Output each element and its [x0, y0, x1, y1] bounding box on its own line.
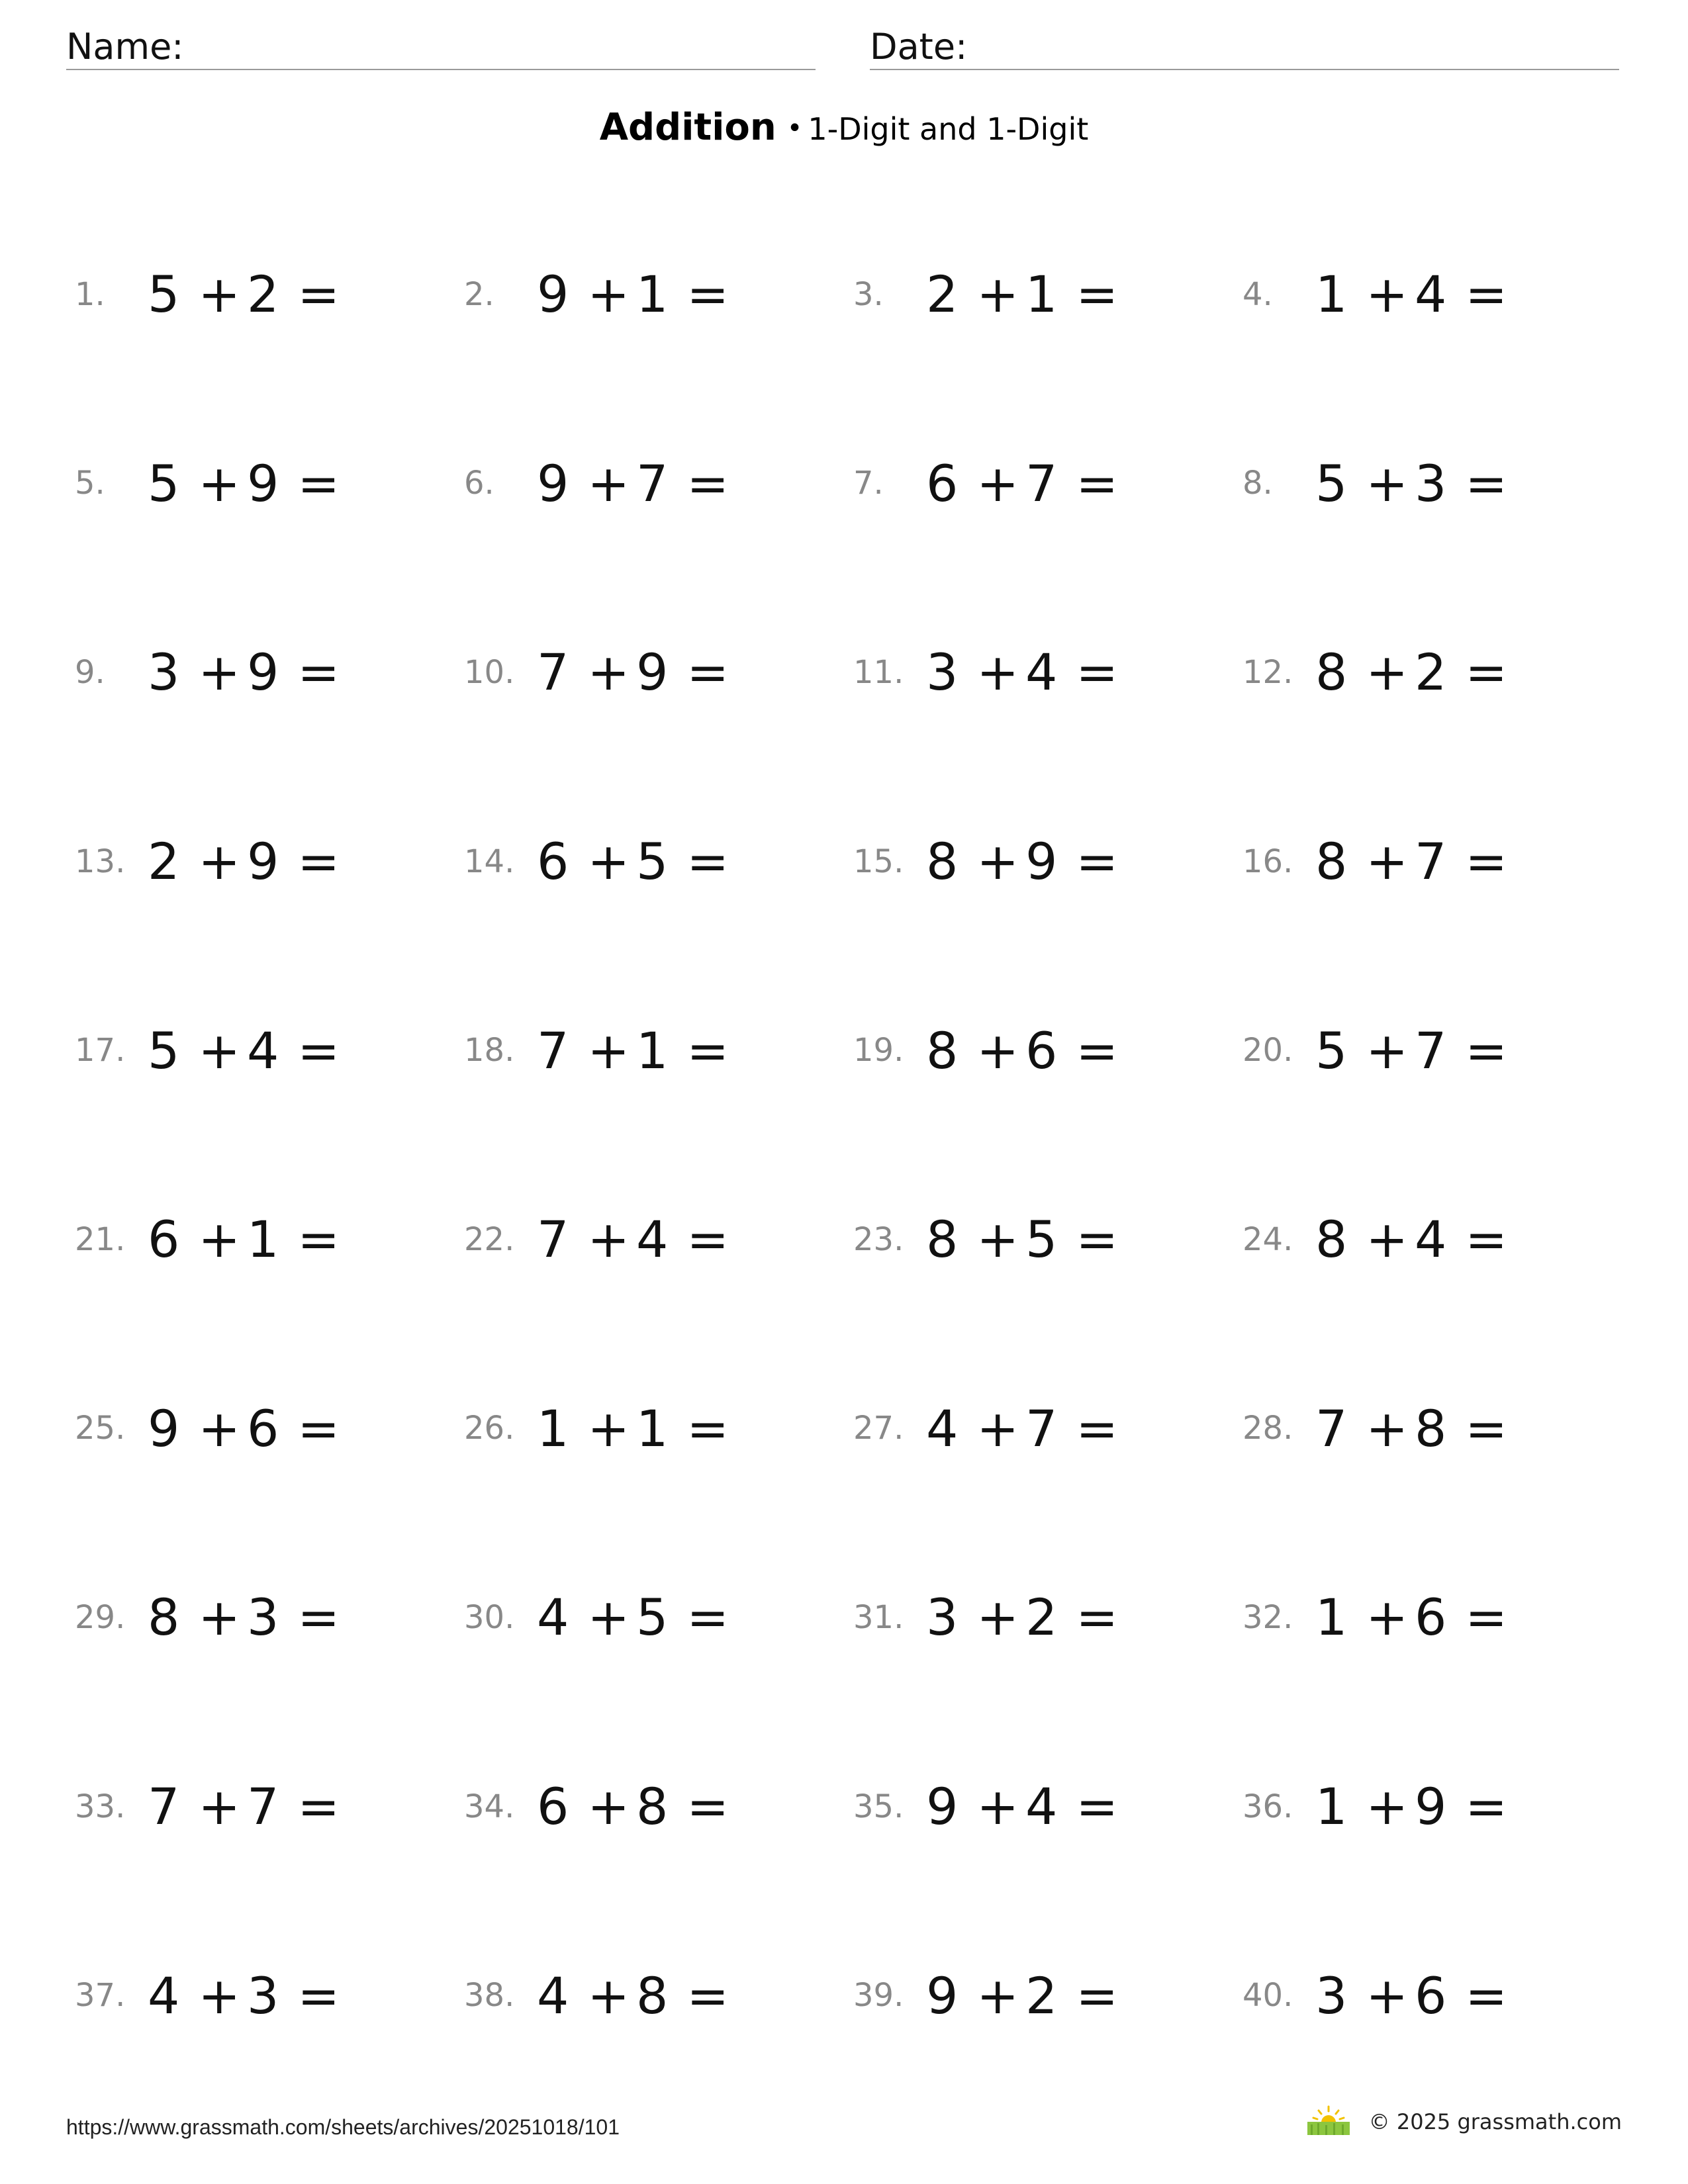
problem-item: [853, 767, 1243, 956]
addend-b: 5: [1025, 1210, 1058, 1269]
problem-item: [853, 1523, 1243, 1712]
problem-expression: [148, 1021, 340, 1080]
plus-sign: +: [1366, 643, 1409, 702]
addend-b: 9: [1025, 832, 1058, 891]
problem-item: [853, 389, 1243, 578]
plus-sign: +: [198, 1966, 241, 2025]
addend-a: 6: [537, 1777, 569, 1837]
plus-sign: +: [1366, 1777, 1409, 1837]
problem-expression: [148, 643, 340, 702]
problem-item: [75, 578, 464, 767]
addend-a: 9: [537, 265, 569, 324]
problem-expression: [148, 1399, 340, 1458]
plus-sign: +: [1366, 832, 1409, 891]
equals-sign: =: [297, 265, 340, 324]
problem-item: [75, 1334, 464, 1524]
problem-number: 22.: [464, 1220, 515, 1258]
equals-sign: =: [686, 1777, 729, 1837]
equals-sign: =: [1076, 643, 1119, 702]
equals-sign: =: [1465, 265, 1508, 324]
addend-b: 7: [1415, 832, 1447, 891]
addend-b: 2: [1025, 1966, 1058, 2025]
problem-item: [1243, 1334, 1630, 1524]
problem-expression: [148, 832, 340, 891]
problem-number: 39.: [853, 1977, 904, 2015]
addend-a: 5: [1315, 453, 1348, 513]
plus-sign: +: [587, 1777, 630, 1837]
equals-sign: =: [1465, 1398, 1508, 1458]
addend-b: 6: [247, 1398, 279, 1458]
problem-item: [1243, 578, 1630, 767]
problem-number: 10.: [464, 653, 515, 691]
addend-b: 4: [1025, 1777, 1058, 1837]
problem-item: [464, 1712, 853, 1901]
plus-sign: +: [198, 1210, 241, 1269]
problem-expression: [537, 1399, 729, 1458]
addend-b: 9: [636, 643, 669, 702]
addend-a: 5: [148, 453, 180, 513]
equals-sign: =: [1465, 453, 1508, 513]
problem-item: [464, 1334, 853, 1524]
problem-expression: [1315, 1966, 1507, 2025]
equals-sign: =: [1076, 453, 1119, 513]
equals-sign: =: [297, 832, 340, 891]
problem-item: [853, 1145, 1243, 1334]
equals-sign: =: [686, 1210, 729, 1269]
equals-sign: =: [1076, 1966, 1119, 2025]
problem-expression: [537, 265, 729, 324]
equals-sign: =: [686, 265, 729, 324]
problem-expression: [1315, 1588, 1507, 1647]
problem-item: [1243, 767, 1630, 956]
problem-expression: [1315, 643, 1507, 702]
name-label: Name:: [66, 26, 184, 68]
equals-sign: =: [297, 1021, 340, 1080]
problem-expression: [537, 454, 729, 513]
problem-item: [853, 1901, 1243, 2090]
equals-sign: =: [1076, 265, 1119, 324]
problem-grid: [75, 200, 1630, 2090]
addend-a: 3: [926, 1588, 959, 1647]
problem-expression: [926, 643, 1118, 702]
addend-b: 3: [247, 1966, 279, 2025]
problem-number: 18.: [464, 1032, 515, 1069]
addend-a: 7: [537, 1210, 569, 1269]
problem-expression: [926, 265, 1118, 324]
addend-b: 9: [247, 453, 279, 513]
problem-number: 2.: [464, 275, 494, 313]
worksheet-title: [0, 106, 1688, 149]
name-field[interactable]: [66, 25, 816, 70]
problem-item: [1243, 389, 1630, 578]
problem-number: 7.: [853, 465, 884, 502]
problem-expression: [148, 265, 340, 324]
problem-number: 23.: [853, 1220, 904, 1258]
plus-sign: +: [1366, 1021, 1409, 1080]
problem-number: 32.: [1243, 1598, 1293, 1636]
problem-item: [1243, 1145, 1630, 1334]
addend-a: 7: [148, 1777, 180, 1837]
problem-item: [464, 1145, 853, 1334]
equals-sign: =: [297, 1210, 340, 1269]
problem-number: 12.: [1243, 653, 1293, 691]
addend-a: 8: [926, 1021, 959, 1080]
addend-a: 4: [148, 1966, 180, 2025]
addend-a: 3: [148, 643, 180, 702]
addend-b: 8: [1415, 1398, 1447, 1458]
problem-expression: [1315, 1021, 1507, 1080]
problem-expression: [537, 1777, 729, 1836]
equals-sign: =: [686, 1398, 729, 1458]
equals-sign: =: [686, 1021, 729, 1080]
problem-number: 19.: [853, 1032, 904, 1069]
footer-url[interactable]: https://www.grassmath.com/sheets/archives/20251018/101: [66, 2115, 620, 2139]
plus-sign: +: [976, 1966, 1019, 2025]
equals-sign: =: [297, 1966, 340, 2025]
addend-b: 5: [636, 1588, 669, 1647]
problem-number: 30.: [464, 1598, 515, 1636]
addend-b: 6: [1415, 1588, 1447, 1647]
plus-sign: +: [976, 1021, 1019, 1080]
problem-number: 36.: [1243, 1788, 1293, 1825]
addend-b: 7: [636, 453, 669, 513]
addend-b: 4: [636, 1210, 669, 1269]
problem-number: 1.: [75, 275, 105, 313]
addend-b: 2: [247, 265, 279, 324]
addend-a: 5: [148, 265, 180, 324]
problem-expression: [1315, 1777, 1507, 1836]
problem-number: 14.: [464, 842, 515, 880]
date-field[interactable]: [870, 25, 1619, 70]
problem-expression: [926, 1777, 1118, 1836]
problem-number: 35.: [853, 1788, 904, 1825]
addend-b: 3: [1415, 453, 1447, 513]
equals-sign: =: [297, 1777, 340, 1837]
addend-a: 8: [1315, 832, 1348, 891]
problem-expression: [148, 1210, 340, 1269]
problem-number: 37.: [75, 1977, 126, 2015]
problem-expression: [926, 1399, 1118, 1458]
addend-b: 7: [1415, 1021, 1447, 1080]
addend-a: 8: [926, 832, 959, 891]
equals-sign: =: [1465, 1021, 1508, 1080]
addend-b: 3: [247, 1588, 279, 1647]
problem-item: [1243, 1712, 1630, 1901]
addend-a: 2: [148, 832, 180, 891]
plus-sign: +: [587, 1210, 630, 1269]
addend-b: 1: [636, 1398, 669, 1458]
problem-expression: [926, 1210, 1118, 1269]
addend-a: 1: [1315, 1588, 1348, 1647]
addend-b: 1: [636, 265, 669, 324]
equals-sign: =: [1465, 1777, 1508, 1837]
problem-item: [853, 1712, 1243, 1901]
plus-sign: +: [587, 1021, 630, 1080]
addend-b: 1: [636, 1021, 669, 1080]
addend-a: 2: [926, 265, 959, 324]
addend-a: 6: [148, 1210, 180, 1269]
problem-expression: [1315, 1210, 1507, 1269]
problem-expression: [537, 1021, 729, 1080]
problem-item: [853, 578, 1243, 767]
equals-sign: =: [1076, 1398, 1119, 1458]
plus-sign: +: [976, 832, 1019, 891]
plus-sign: +: [976, 1210, 1019, 1269]
equals-sign: =: [686, 832, 729, 891]
problem-expression: [1315, 454, 1507, 513]
addend-b: 4: [1415, 265, 1447, 324]
plus-sign: +: [976, 1398, 1019, 1458]
date-label: Date:: [870, 26, 968, 68]
problem-number: 28.: [1243, 1410, 1293, 1447]
problem-item: [464, 389, 853, 578]
plus-sign: +: [976, 643, 1019, 702]
problem-item: [464, 578, 853, 767]
problem-item: [75, 1712, 464, 1901]
plus-sign: +: [198, 643, 241, 702]
problem-number: 9.: [75, 653, 105, 691]
addend-a: 1: [537, 1398, 569, 1458]
addend-a: 8: [926, 1210, 959, 1269]
problem-number: 5.: [75, 465, 105, 502]
problem-number: 27.: [853, 1410, 904, 1447]
plus-sign: +: [198, 1777, 241, 1837]
equals-sign: =: [686, 453, 729, 513]
problem-number: 40.: [1243, 1977, 1293, 2015]
equals-sign: =: [1465, 643, 1508, 702]
plus-sign: +: [198, 1398, 241, 1458]
equals-sign: =: [686, 1966, 729, 2025]
problem-expression: [1315, 832, 1507, 891]
title-separator: •: [786, 113, 803, 144]
addend-a: 5: [1315, 1021, 1348, 1080]
problem-expression: [1315, 1399, 1507, 1458]
plus-sign: +: [198, 453, 241, 513]
problem-item: [1243, 1523, 1630, 1712]
title-main: Addition: [599, 106, 776, 149]
plus-sign: +: [976, 453, 1019, 513]
equals-sign: =: [1465, 1210, 1508, 1269]
equals-sign: =: [686, 1588, 729, 1647]
addend-b: 4: [1025, 643, 1058, 702]
problem-expression: [148, 454, 340, 513]
problem-item: [1243, 956, 1630, 1145]
addend-a: 1: [1315, 265, 1348, 324]
addend-a: 3: [1315, 1966, 1348, 2025]
problem-item: [75, 1145, 464, 1334]
problem-number: 21.: [75, 1220, 126, 1258]
plus-sign: +: [1366, 1588, 1409, 1647]
addend-a: 4: [537, 1588, 569, 1647]
addend-a: 9: [926, 1777, 959, 1837]
sun-over-grass-icon: [1305, 2105, 1352, 2139]
addend-a: 8: [1315, 643, 1348, 702]
problem-expression: [926, 1021, 1118, 1080]
addend-a: 8: [148, 1588, 180, 1647]
problem-item: [75, 1901, 464, 2090]
problem-expression: [537, 832, 729, 891]
equals-sign: =: [1465, 1588, 1508, 1647]
addend-a: 4: [926, 1398, 959, 1458]
problem-item: [1243, 1901, 1630, 2090]
problem-item: [464, 200, 853, 389]
plus-sign: +: [587, 1588, 630, 1647]
addend-a: 7: [1315, 1398, 1348, 1458]
equals-sign: =: [1465, 1966, 1508, 2025]
footer-brand: [1305, 2105, 1622, 2139]
equals-sign: =: [297, 1398, 340, 1458]
equals-sign: =: [1076, 1588, 1119, 1647]
plus-sign: +: [1366, 1966, 1409, 2025]
problem-number: 11.: [853, 653, 904, 691]
addend-a: 6: [926, 453, 959, 513]
problem-expression: [537, 1588, 729, 1647]
problem-item: [75, 767, 464, 956]
problem-number: 4.: [1243, 275, 1273, 313]
problem-item: [853, 1334, 1243, 1524]
plus-sign: +: [1366, 1398, 1409, 1458]
plus-sign: +: [198, 265, 241, 324]
problem-item: [75, 956, 464, 1145]
problem-item: [464, 767, 853, 956]
addend-b: 8: [636, 1777, 669, 1837]
addend-b: 7: [1025, 453, 1058, 513]
addend-a: 5: [148, 1021, 180, 1080]
plus-sign: +: [1366, 453, 1409, 513]
problem-number: 38.: [464, 1977, 515, 2015]
addend-a: 7: [537, 643, 569, 702]
problem-item: [75, 1523, 464, 1712]
problem-number: 15.: [853, 842, 904, 880]
problem-number: 20.: [1243, 1032, 1293, 1069]
footer-copyright: © 2025 grassmath.com: [1368, 2109, 1622, 2134]
equals-sign: =: [297, 1588, 340, 1647]
addend-b: 6: [1415, 1966, 1447, 2025]
problem-number: 3.: [853, 275, 884, 313]
addend-a: 1: [1315, 1777, 1348, 1837]
problem-expression: [926, 1588, 1118, 1647]
problem-number: 17.: [75, 1032, 126, 1069]
addend-b: 1: [1025, 265, 1058, 324]
addend-a: 9: [148, 1398, 180, 1458]
problem-number: 34.: [464, 1788, 515, 1825]
addend-a: 9: [926, 1966, 959, 2025]
addend-a: 4: [537, 1966, 569, 2025]
problem-item: [464, 956, 853, 1145]
problem-expression: [148, 1588, 340, 1647]
problem-number: 6.: [464, 465, 494, 502]
plus-sign: +: [587, 1398, 630, 1458]
equals-sign: =: [1076, 832, 1119, 891]
equals-sign: =: [1465, 832, 1508, 891]
plus-sign: +: [976, 1777, 1019, 1837]
plus-sign: +: [198, 832, 241, 891]
problem-expression: [148, 1966, 340, 2025]
addend-b: 4: [1415, 1210, 1447, 1269]
problem-number: 26.: [464, 1410, 515, 1447]
equals-sign: =: [297, 643, 340, 702]
addend-a: 3: [926, 643, 959, 702]
problem-number: 13.: [75, 842, 126, 880]
equals-sign: =: [686, 643, 729, 702]
problem-item: [75, 389, 464, 578]
problem-item: [464, 1901, 853, 2090]
problem-expression: [537, 1210, 729, 1269]
problem-item: [1243, 200, 1630, 389]
addend-b: 9: [1415, 1777, 1447, 1837]
problem-number: 25.: [75, 1410, 126, 1447]
problem-number: 29.: [75, 1598, 126, 1636]
plus-sign: +: [587, 832, 630, 891]
plus-sign: +: [976, 1588, 1019, 1647]
problem-number: 24.: [1243, 1220, 1293, 1258]
problem-item: [464, 1523, 853, 1712]
plus-sign: +: [587, 643, 630, 702]
plus-sign: +: [587, 265, 630, 324]
addend-b: 2: [1025, 1588, 1058, 1647]
problem-expression: [537, 1966, 729, 2025]
addend-b: 2: [1415, 643, 1447, 702]
equals-sign: =: [1076, 1021, 1119, 1080]
equals-sign: =: [1076, 1777, 1119, 1837]
addend-a: 6: [537, 832, 569, 891]
problem-number: 33.: [75, 1788, 126, 1825]
plus-sign: +: [587, 1966, 630, 2025]
addend-b: 6: [1025, 1021, 1058, 1080]
plus-sign: +: [1366, 265, 1409, 324]
addend-a: 9: [537, 453, 569, 513]
addend-b: 1: [247, 1210, 279, 1269]
problem-expression: [926, 832, 1118, 891]
addend-b: 9: [247, 643, 279, 702]
problem-expression: [148, 1777, 340, 1836]
title-subtitle: 1-Digit and 1-Digit: [808, 111, 1089, 147]
problem-expression: [1315, 265, 1507, 324]
addend-b: 7: [1025, 1398, 1058, 1458]
problem-expression: [537, 643, 729, 702]
addend-b: 7: [247, 1777, 279, 1837]
equals-sign: =: [297, 453, 340, 513]
addend-a: 8: [1315, 1210, 1348, 1269]
addend-b: 8: [636, 1966, 669, 2025]
problem-item: [853, 956, 1243, 1145]
problem-item: [853, 200, 1243, 389]
plus-sign: +: [198, 1588, 241, 1647]
problem-number: 31.: [853, 1598, 904, 1636]
addend-a: 7: [537, 1021, 569, 1080]
equals-sign: =: [1076, 1210, 1119, 1269]
problem-number: 16.: [1243, 842, 1293, 880]
plus-sign: +: [587, 453, 630, 513]
addend-b: 4: [247, 1021, 279, 1080]
problem-item: [75, 200, 464, 389]
problem-expression: [926, 1966, 1118, 2025]
plus-sign: +: [198, 1021, 241, 1080]
addend-b: 9: [247, 832, 279, 891]
problem-expression: [926, 454, 1118, 513]
problem-number: 8.: [1243, 465, 1273, 502]
plus-sign: +: [976, 265, 1019, 324]
addend-b: 5: [636, 832, 669, 891]
plus-sign: +: [1366, 1210, 1409, 1269]
